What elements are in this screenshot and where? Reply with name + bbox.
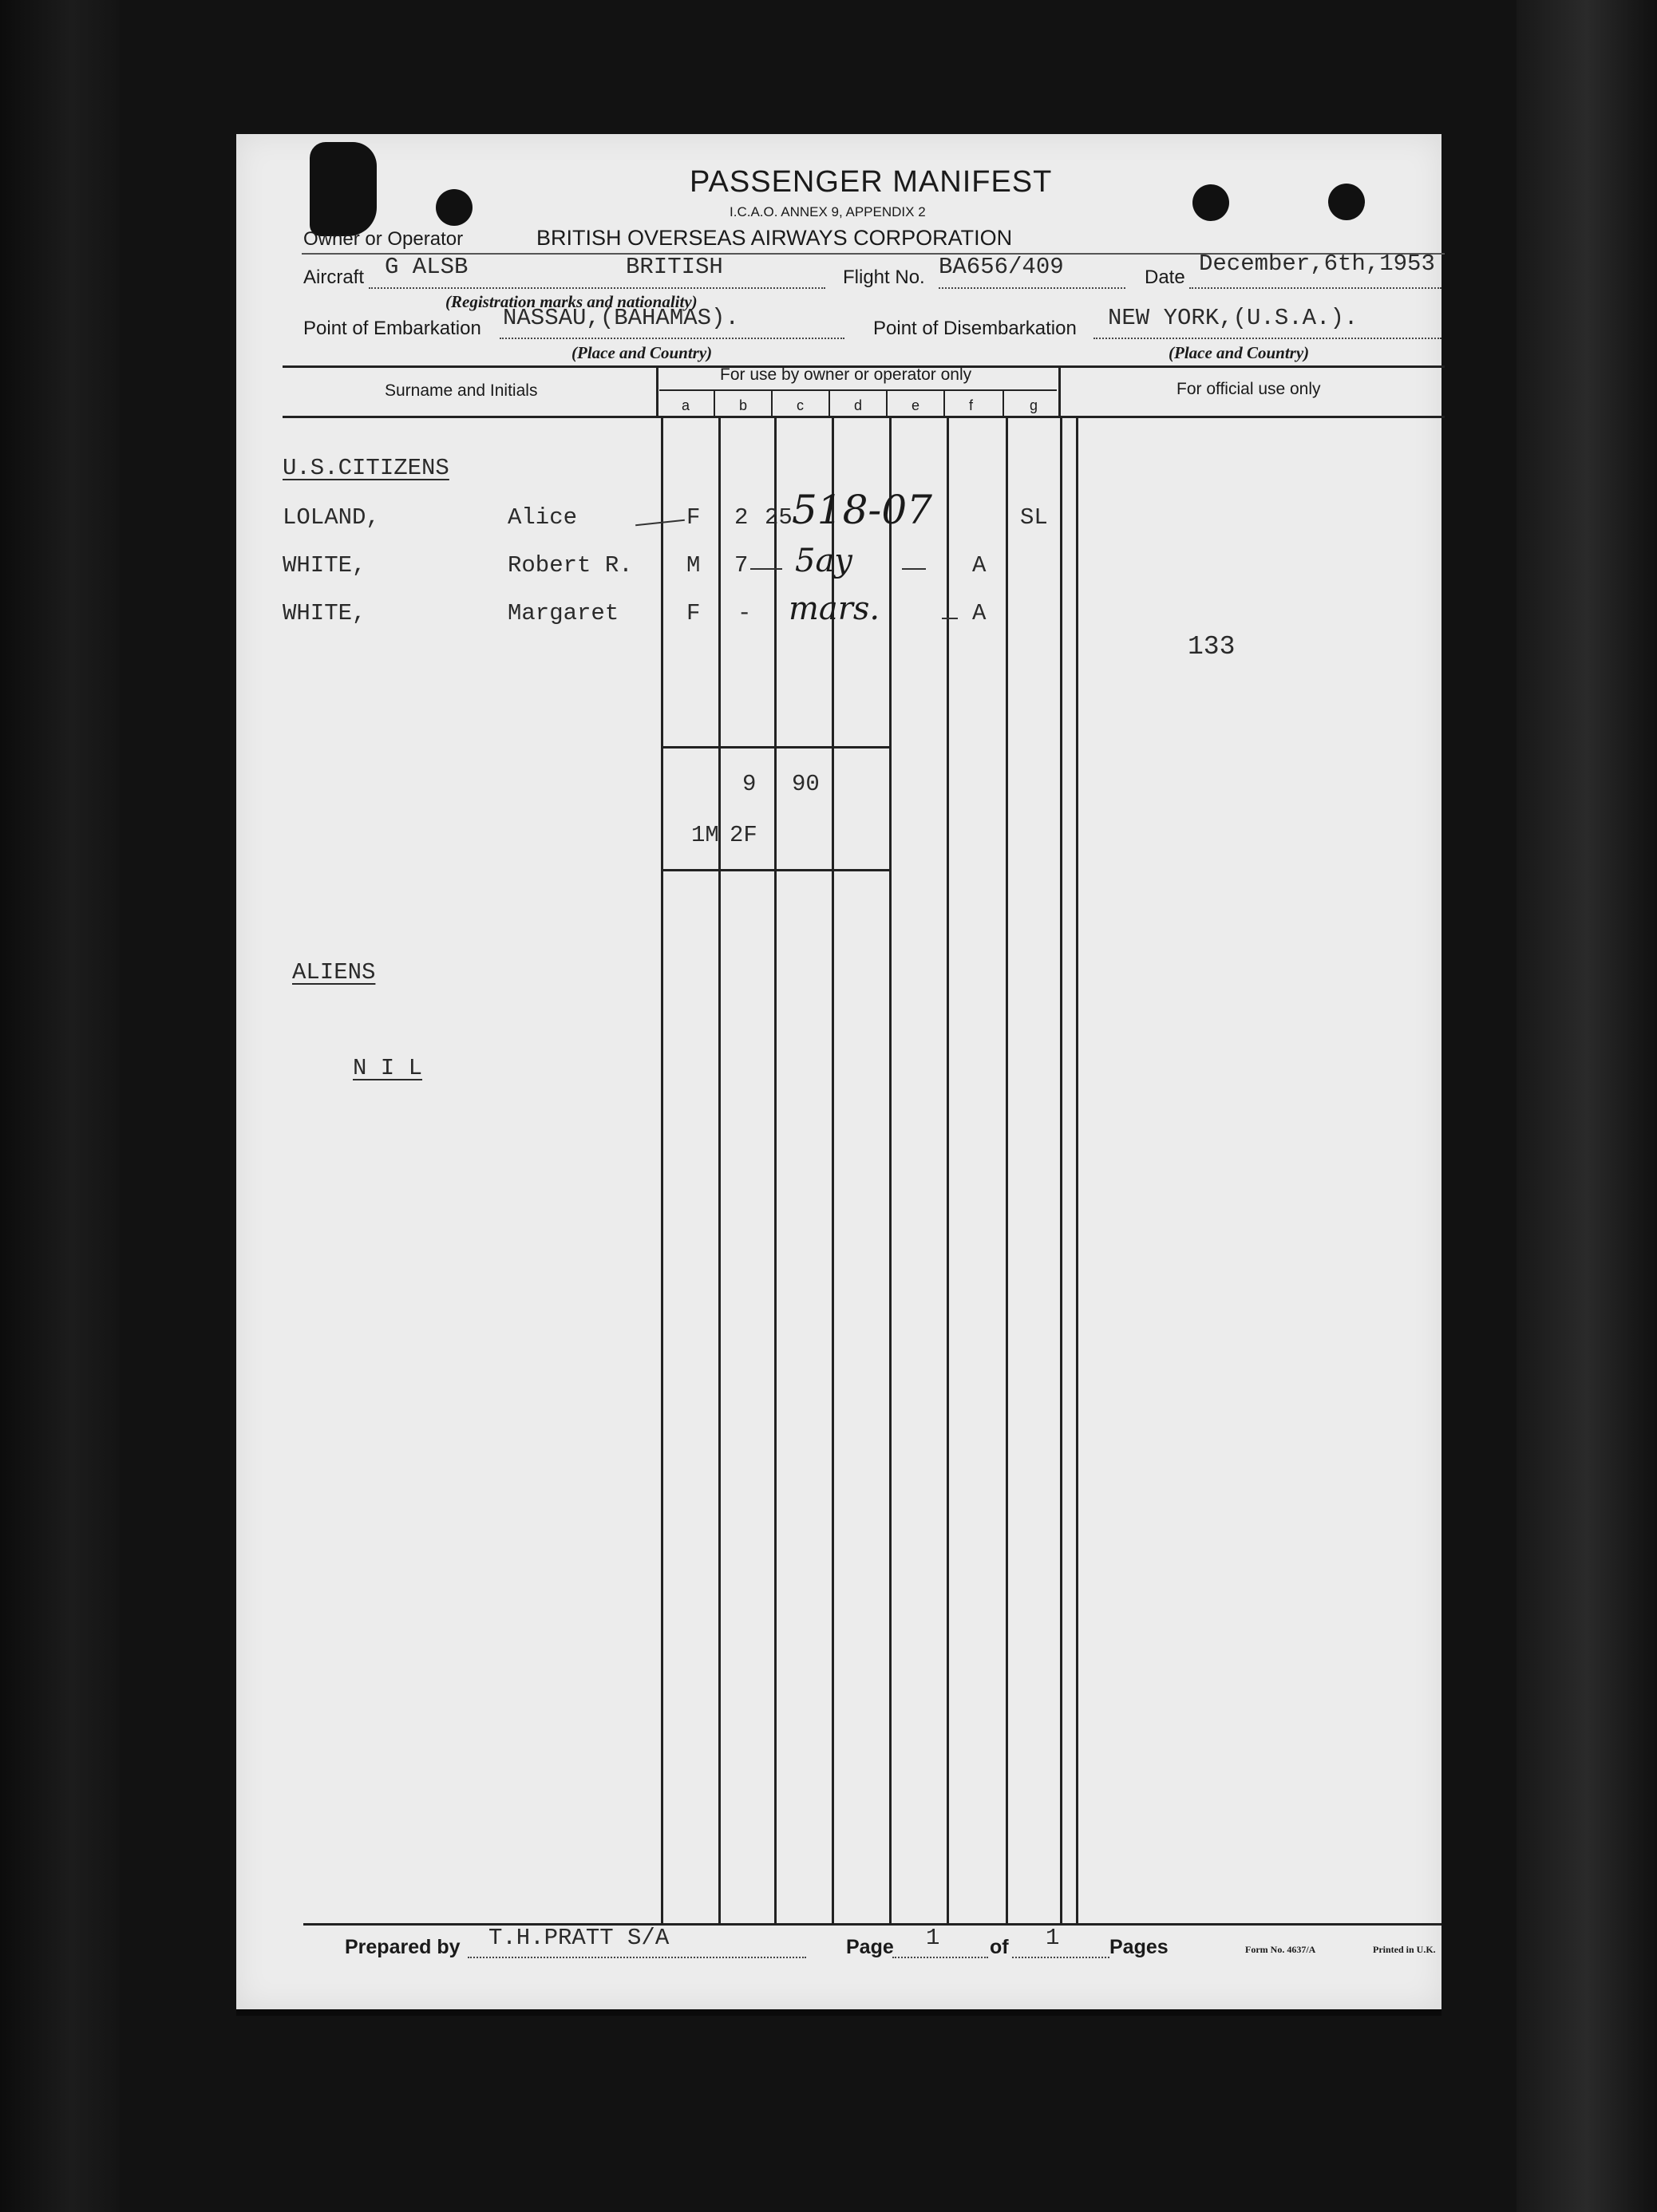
passenger-col-b: 7	[734, 552, 749, 579]
col-g-header: g	[1030, 397, 1038, 413]
binding-tab-mark	[310, 142, 377, 236]
col-e-header: e	[912, 397, 920, 413]
page-label: Page	[846, 1936, 894, 1958]
date-dots	[1189, 287, 1441, 289]
passenger-given-name: Robert R.	[508, 552, 633, 579]
passenger-surname: WHITE,	[283, 552, 366, 579]
of-dots	[1012, 1957, 1109, 1958]
flight-value: BA656/409	[939, 254, 1064, 280]
body-vrule-4	[832, 417, 834, 1923]
body-vrule-7	[1006, 417, 1008, 1923]
disembarkation-value: NEW YORK,(U.S.A.).	[1108, 305, 1358, 331]
prepared-by-dots	[468, 1957, 806, 1958]
official-number: 133	[1188, 632, 1236, 662]
footer-rule	[303, 1923, 1441, 1926]
header-vrule-e	[886, 391, 888, 417]
passenger-col-b: 2	[734, 504, 749, 531]
header-vrule-b	[714, 391, 715, 417]
registration-note: (Registration marks and nationality)	[445, 292, 698, 311]
col-d-header: d	[854, 397, 863, 413]
header-vrule-c	[771, 391, 773, 417]
col-a-header: a	[682, 397, 690, 413]
embarkation-dots	[500, 338, 844, 339]
dash-stroke	[942, 618, 958, 619]
pages-label: Pages	[1109, 1936, 1169, 1958]
owner-use-subrule	[659, 389, 1057, 391]
dash-stroke	[902, 568, 926, 570]
nationality-value: BRITISH	[626, 254, 723, 280]
form-number: Form No. 4637/A	[1245, 1944, 1316, 1955]
passenger-col-f: A	[972, 600, 987, 626]
col-b-header: b	[739, 397, 748, 413]
passenger-handwritten: 5ay	[795, 543, 852, 579]
aliens-nil: N I L	[353, 1055, 423, 1081]
body-vrule-5	[889, 417, 892, 1923]
printed-in: Printed in U.K.	[1373, 1944, 1436, 1955]
aircraft-label: Aircraft	[303, 267, 365, 288]
header-vrule-f	[943, 391, 945, 417]
of-label: of	[990, 1936, 1009, 1958]
of-value: 1	[1046, 1925, 1060, 1951]
flight-dots	[939, 287, 1125, 289]
owner-value: BRITISH OVERSEAS AIRWAYS CORPORATION	[536, 226, 1013, 250]
date-value: December,6th,1953	[1199, 251, 1435, 277]
passenger-handwritten: 518-07	[792, 487, 932, 533]
dash-stroke	[750, 568, 782, 570]
date-label: Date	[1145, 267, 1185, 288]
document-subtitle: I.C.A.O. ANNEX 9, APPENDIX 2	[730, 204, 926, 219]
prepared-by-value: T.H.PRATT S/A	[488, 1925, 670, 1951]
total-col-b: 9	[742, 771, 757, 797]
body-vrule-1	[661, 417, 663, 1923]
body-vrule-2	[718, 417, 721, 1923]
punch-hole-left	[436, 189, 473, 226]
embarkation-label: Point of Embarkation	[303, 318, 481, 339]
totals-top-rule	[661, 746, 889, 749]
disembarkation-label: Point of Disembarkation	[873, 318, 1077, 339]
flight-label: Flight No.	[843, 267, 925, 288]
passenger-given-name: Margaret	[508, 600, 619, 626]
aircraft-value: G ALSB	[385, 254, 469, 280]
passenger-surname: WHITE,	[283, 600, 366, 626]
embarkation-note: (Place and Country)	[571, 343, 713, 362]
table-header-rule	[283, 416, 1445, 418]
passenger-sex: M	[686, 552, 701, 579]
total-col-c: 90	[792, 771, 820, 797]
header-vrule-official	[1058, 365, 1061, 417]
passenger-handwritten: mars.	[789, 591, 880, 627]
header-vrule-a	[656, 365, 658, 417]
total-count-m: 1M	[691, 822, 719, 848]
film-edge-left	[0, 0, 120, 2212]
header-vrule-g	[1003, 391, 1004, 417]
body-vrule-3	[774, 417, 777, 1923]
owner-label: Owner or Operator	[303, 228, 464, 250]
embarkation-value: NASSAU,(BAHAMAS).	[503, 305, 739, 331]
us-citizens-heading: U.S.CITIZENS	[283, 455, 449, 481]
passenger-surname: LOLAND,	[283, 504, 380, 531]
aliens-heading: ALIENS	[292, 959, 376, 986]
official-use-header: For official use only	[1177, 380, 1321, 398]
passenger-col-b: -	[738, 600, 752, 626]
aircraft-dots	[369, 287, 825, 289]
passenger-sex: F	[686, 504, 701, 531]
punch-hole-right-1	[1192, 184, 1229, 221]
page-value: 1	[926, 1925, 940, 1951]
passenger-col-c: 25	[765, 504, 793, 531]
passenger-col-g: SL	[1020, 504, 1048, 531]
col-f-header: f	[969, 397, 974, 413]
passenger-given-name: Alice	[508, 504, 578, 531]
disembarkation-note: (Place and Country)	[1169, 343, 1310, 362]
prepared-by-label: Prepared by	[345, 1936, 461, 1958]
col-c-header: c	[797, 397, 804, 413]
page-dots	[892, 1957, 988, 1958]
disembarkation-dots	[1093, 338, 1441, 339]
page-shadow	[236, 2009, 1441, 2016]
film-edge-right	[1517, 0, 1657, 2212]
totals-bottom-rule	[661, 869, 889, 871]
body-vrule-6	[947, 417, 949, 1923]
document-title: PASSENGER MANIFEST	[690, 165, 1053, 199]
passenger-col-f: A	[972, 552, 987, 579]
header-vrule-d	[828, 391, 830, 417]
body-vrule-8	[1060, 417, 1062, 1923]
total-count-f: 2F	[730, 822, 757, 848]
owner-use-header: For use by owner or operator only	[720, 365, 972, 384]
punch-hole-right-2	[1328, 184, 1365, 220]
passenger-sex: F	[686, 600, 701, 626]
surname-header: Surname and Initials	[385, 381, 538, 400]
body-vrule-9	[1076, 417, 1078, 1923]
